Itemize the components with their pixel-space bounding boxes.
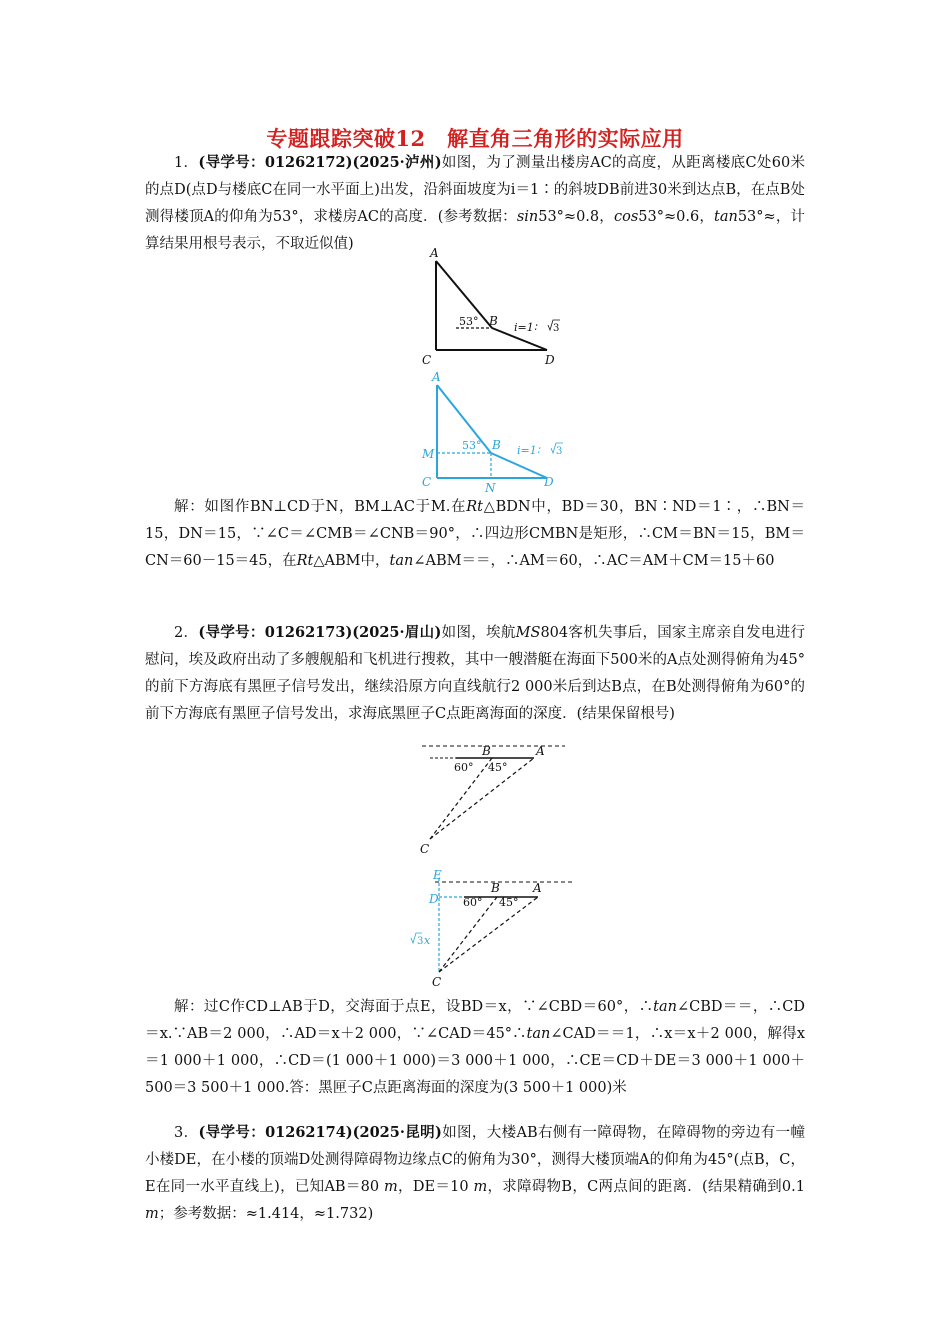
q1-tan: tan [714,209,738,225]
q1-source: (导学号：01262172)(2025·泸州) [198,154,442,171]
q1-cos: cos [613,209,639,225]
q3-unit: m [384,1179,398,1195]
fig1-root: 3 [553,323,560,334]
q2-ms: MS [515,625,541,641]
fig4-label-e: E [433,868,442,882]
sol2-text: ∠CAD＝＝1，∴x＝x＋2 000，解得x＝1 000＋1 000，∴CD＝(1 000＋1 000)＝3 000＋1 000，∴CE＝CD＋DE＝3 000＋1 000＋500＝3 500＋1 000.答：黑匣子C点距离海面的深度为(3 500＋1 000)米 [145,1026,806,1096]
fig2-root: 3 [556,446,563,457]
fig2-angle: 53° [462,439,482,452]
fig3-label-b: B [482,744,491,758]
q1-sin: sin [516,209,539,225]
sol1-text: 解：如图作BN⊥CD于N，BM⊥AC于M.在 [174,499,467,515]
q3-number: 3． [174,1125,199,1141]
fig1-label-b: B [489,314,498,328]
fig2-label-c: C [422,475,432,489]
q1-text: 53°≈0.6， [638,209,714,225]
q1-text: 53°≈，计算结果用根号表示，不取近似值) [145,209,805,252]
fig2-label-b: B [492,438,501,452]
q1-text: 如图，为了测量出楼房AC的高度，从距离楼底C处60米的点D(点D与楼底C在同一水平面上)出发，沿斜面坡度为i＝1∶的斜坡DB前进30米到达点B，在点B处测得楼顶A的仰角为53°，求楼房AC的高度．(参考数据： [145,155,806,225]
q3-text: ，DE＝10 [397,1179,474,1195]
q2-source: (导学号：01262173)(2025·眉山) [198,624,442,641]
q3-text: ；参考数据：≈1.414，≈1.732) [158,1206,374,1222]
fig4-angle-60: 60° [463,896,483,909]
question-2 [145,619,805,728]
fig4-side-x: x [424,934,431,947]
question-1 [145,149,805,258]
sol2-tan: tan [653,999,677,1015]
sol2-text: ∠CBD＝＝，∴CD＝x.∵AB＝2 000，∴AD＝x＋2 000，∵∠CAD＝45°∴ [145,999,805,1042]
page-title: 专题跟踪突破12 解直角三角形的实际应用 [266,126,684,151]
q2-text: 如图，埃航 [441,625,516,641]
fig1-label-c: C [422,353,432,367]
fig3-label-a: A [536,744,545,758]
solution-2 [145,994,805,1102]
fig2-label-a: A [432,370,441,384]
sol1-rt: Rt [296,553,314,569]
fig4-label-a: A [533,881,542,895]
fig1-slope: i=1∶ [514,321,537,334]
q3-source: (导学号：01262174)(2025·昆明) [198,1124,442,1141]
fig3-angle-60: 60° [454,761,474,774]
fig4-side-root: 3 [417,936,424,947]
figure-3 [410,738,570,860]
fig4-label-c: C [432,975,442,989]
sol2-text: 解：过C作CD⊥AB于D，交海面于点E，设BD＝x，∵∠CBD＝60°，∴ [174,999,654,1015]
figure-4 [405,868,580,994]
fig2-label-n: N [485,481,496,494]
question-3 [145,1119,805,1228]
fig1-label-a: A [430,246,439,260]
figure-2 [410,368,570,494]
q2-text: 804客机失事后，国家主席亲自发电进行慰问，埃及政府出动了多艘舰船和飞机进行搜救，其中一艘潜艇在海面下500米的A点处测得俯角为45°的前下方海底有黑匣子信号发出，继续沿原方向直线航行2 000米后到达B点，在B处测得俯角为60°的前下方海底有黑匣子信号发出，求海底黑匣子C点距离海面的深度．(结果保留根号) [145,625,805,722]
fig4-label-b: B [491,881,500,895]
q3-unit: m [145,1206,159,1222]
fig2-label-m: M [422,447,435,461]
q2-number: 2． [174,625,199,641]
sol1-text: ∠ABM＝＝，∴AM＝60，∴AC＝AM＋CM＝15＋60 [413,553,775,569]
fig2-label-d: D [544,475,554,489]
q1-text: 53°≈0.8， [538,209,614,225]
fig1-label-d: D [545,353,555,367]
q3-unit: m [473,1179,488,1195]
sol2-tan: tan [526,1026,551,1042]
sol1-tan: tan [389,553,414,569]
q1-number: 1． [174,155,199,171]
fig4-angle-45: 45° [499,896,519,909]
fig2-slope: i=1∶ [517,444,540,457]
fig3-label-c: C [420,842,430,856]
fig1-angle: 53° [459,315,479,328]
fig3-angle-45: 45° [488,761,508,774]
sol1-text: △BDN中，BD＝30，BN∶ND＝1∶，∴BN＝15，DN＝15，∵∠C＝∠CMB＝∠CNB＝90°，∴四边形CMBN是矩形，∴CM＝BN＝15，BM＝CN＝60－15＝45，在 [145,499,806,569]
q3-text: 如图，大楼AB右侧有一障碍物，在障碍物的旁边有一幢小楼DE，在小楼的顶端D处测得障碍物边缘点C的俯角为30°，测得大楼顶端A的仰角为45°(点B，C，E在同一水平直线上)，已知AB＝80 [145,1125,805,1195]
fig4-label-d: D [429,892,439,906]
solution-1 [145,494,805,575]
q3-text: ，求障碍物B，C两点间的距离．(结果精确到0.1 [487,1179,805,1195]
sol1-text: △ABM中， [313,553,390,569]
figure-1 [410,244,570,369]
sol1-rt: Rt [466,499,484,515]
